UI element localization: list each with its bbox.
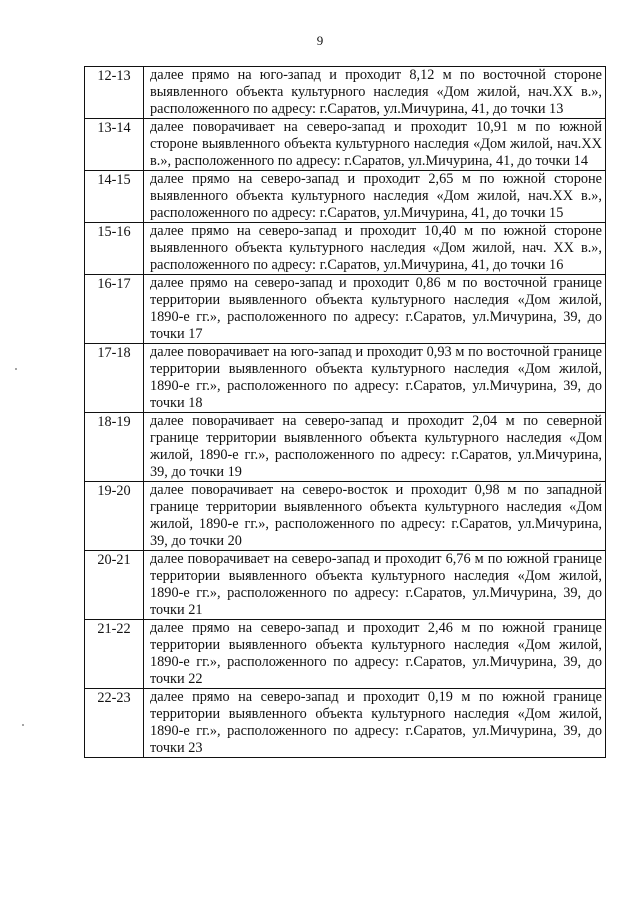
table-row <box>85 171 606 223</box>
description-cell: далее прямо на северо-запад и проходит 10,40 м по южной стороне выявленного объекта культурного наследия «Дом жилой, нач. XX в.», расположенного по адресу: г.Саратов, ул.Мичурина, 41, до точки 16 <box>144 223 606 275</box>
scan-speck <box>15 368 17 370</box>
description-cell: далее поворачивает на юго-запад и проходит 0,93 м по восточной границе территории выявленного объекта культурного наследия «Дом жилой, 1890-е гг.», расположенного по адресу: г.Саратов, ул.Мичурина, 39, до точки 18 <box>144 344 606 413</box>
table-row <box>85 223 606 275</box>
table-row <box>85 413 606 482</box>
segment-cell: 15-16 <box>85 223 144 275</box>
segment-cell: 20-21 <box>85 551 144 620</box>
table-body <box>85 67 606 758</box>
description-cell: далее прямо на северо-запад и проходит 2,65 м по южной стороне выявленного объекта культурного наследия «Дом жилой, нач.XX в.», расположенного по адресу: г.Саратов, ул.Мичурина, 41, до точки 15 <box>144 171 606 223</box>
segment-cell: 13-14 <box>85 119 144 171</box>
page-number: 9 <box>316 33 324 48</box>
description-cell: далее поворачивает на северо-запад и проходит 6,76 м по южной границе территории выявленного объекта культурного наследия «Дом жилой, 1890-е гг.», расположенного по адресу: г.Саратов, ул.Мичурина, 39, до точки 21 <box>144 551 606 620</box>
description-cell: далее прямо на юго-запад и проходит 8,12 м по восточной стороне выявленного объекта культурного наследия «Дом жилой, нач.XX в.», расположенного по адресу: г.Саратов, ул.Мичурина, 41, до точки 13 <box>144 67 606 119</box>
table-row <box>85 67 606 119</box>
description-cell: далее поворачивает на северо-восток и проходит 0,98 м по западной границе территории выявленного объекта культурного наследия «Дом жилой, 1890-е гг.», расположенного по адресу: г.Саратов, ул.Мичурина, 39, до точки 20 <box>144 482 606 551</box>
scan-speck <box>22 724 24 726</box>
table-row <box>85 344 606 413</box>
table-row <box>85 689 606 758</box>
table-row <box>85 482 606 551</box>
description-cell: далее поворачивает на северо-запад и проходит 10,91 м по южной стороне выявленного объекта культурного наследия «Дом жилой, нач.XX в.», расположенного по адресу: г.Саратов, ул.Мичурина, 41, до точки 14 <box>144 119 606 171</box>
segment-cell: 16-17 <box>85 275 144 344</box>
description-cell: далее поворачивает на северо-запад и проходит 2,04 м по северной границе территории выявленного объекта культурного наследия «Дом жилой, 1890-е гг.», расположенного по адресу: г.Саратов, ул.Мичурина, 39, до точки 19 <box>144 413 606 482</box>
table-row <box>85 551 606 620</box>
description-cell: далее прямо на северо-запад и проходит 0,19 м по южной границе территории выявленного объекта культурного наследия «Дом жилой, 1890-е гг.», расположенного по адресу: г.Саратов, ул.Мичурина, 39, до точки 23 <box>144 689 606 758</box>
segment-cell: 14-15 <box>85 171 144 223</box>
boundary-segments-table <box>84 66 606 758</box>
segment-cell: 22-23 <box>85 689 144 758</box>
table-row <box>85 620 606 689</box>
segment-cell: 21-22 <box>85 620 144 689</box>
description-cell: далее прямо на северо-запад и проходит 2,46 м по южной границе территории выявленного объекта культурного наследия «Дом жилой, 1890-е гг.», расположенного по адресу: г.Саратов, ул.Мичурина, 39, до точки 22 <box>144 620 606 689</box>
segment-cell: 19-20 <box>85 482 144 551</box>
table-row <box>85 119 606 171</box>
segment-cell: 12-13 <box>85 67 144 119</box>
segment-cell: 17-18 <box>85 344 144 413</box>
table-row <box>85 275 606 344</box>
segment-cell: 18-19 <box>85 413 144 482</box>
description-cell: далее прямо на северо-запад и проходит 0,86 м по восточной границе территории выявленного объекта культурного наследия «Дом жилой, 1890-е гг.», расположенного по адресу: г.Саратов, ул.Мичурина, 39, до точки 17 <box>144 275 606 344</box>
